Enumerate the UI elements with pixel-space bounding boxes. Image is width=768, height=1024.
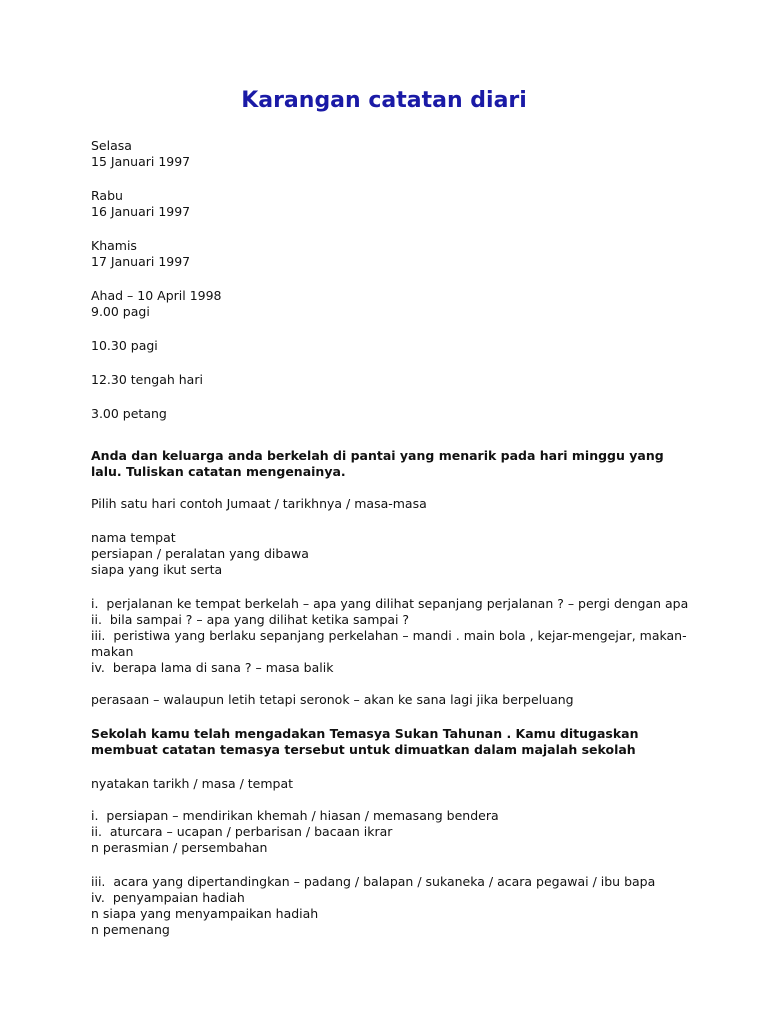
task1-point: ii. bila sampai ? – apa yang dilihat ketika sampai ? bbox=[91, 612, 410, 627]
task1-detail: siapa yang ikut serta bbox=[91, 562, 223, 577]
task2-point: n pemenang bbox=[91, 922, 170, 937]
task2-prompt: Sekolah kamu telah mengadakan Temasya Sukan Tahunan . Kamu ditugaskan membuat catatan temasya tersebut untuk dimuatkan dalam majalah sekolah bbox=[91, 726, 643, 757]
time-entry: 10.30 pagi bbox=[91, 338, 158, 353]
time-entry: 12.30 tengah hari bbox=[91, 372, 203, 387]
task1-point: iv. berapa lama di sana ? – masa balik bbox=[91, 660, 334, 675]
task1-point: i. perjalanan ke tempat berkelah – apa yang dilihat sepanjang perjalanan ? – pergi dengan apa bbox=[91, 596, 689, 611]
date-value: 16 Januari 1997 bbox=[91, 204, 191, 219]
task2-point: n siapa yang menyampaikan hadiah bbox=[91, 906, 319, 921]
document-body bbox=[91, 138, 691, 938]
time-entry: 3.00 petang bbox=[91, 406, 167, 421]
time-entry: 9.00 pagi bbox=[91, 304, 150, 319]
task2-point: n perasmian / persembahan bbox=[91, 840, 268, 855]
task1-prompt: Anda dan keluarga anda berkelah di pantai yang menarik pada hari minggu yang lalu. Tuliskan catatan mengenainya. bbox=[91, 448, 669, 479]
task1-feeling: perasaan – walaupun letih tetapi seronok – akan ke sana lagi jika berpeluang bbox=[91, 692, 574, 707]
date-day: Khamis bbox=[91, 238, 137, 253]
document-title: Karangan catatan diari bbox=[241, 88, 527, 113]
task2-point: ii. aturcara – ucapan / perbarisan / bacaan ikrar bbox=[91, 824, 393, 839]
task1-point: iii. peristiwa yang berlaku sepanjang perkelahan – mandi . main bola , kejar-mengejar, makan-makan bbox=[91, 628, 687, 659]
task1-choose: Pilih satu hari contoh Jumaat / tarikhnya / masa-masa bbox=[91, 496, 427, 511]
date-value: 17 Januari 1997 bbox=[91, 254, 191, 269]
task2-point: iii. acara yang dipertandingkan – padang / balapan / sukaneka / acara pegawai / ibu bapa bbox=[91, 874, 656, 889]
task2-state: nyatakan tarikh / masa / tempat bbox=[91, 776, 294, 791]
date-day: Selasa bbox=[91, 138, 132, 153]
task1-detail: persiapan / peralatan yang dibawa bbox=[91, 546, 309, 561]
date-value: 15 Januari 1997 bbox=[91, 154, 191, 169]
task2-point: iv. penyampaian hadiah bbox=[91, 890, 245, 905]
ahad-line: Ahad – 10 April 1998 bbox=[91, 288, 222, 303]
task2-point: i. persiapan – mendirikan khemah / hiasan / memasang bendera bbox=[91, 808, 499, 823]
task1-detail: nama tempat bbox=[91, 530, 176, 545]
date-day: Rabu bbox=[91, 188, 123, 203]
